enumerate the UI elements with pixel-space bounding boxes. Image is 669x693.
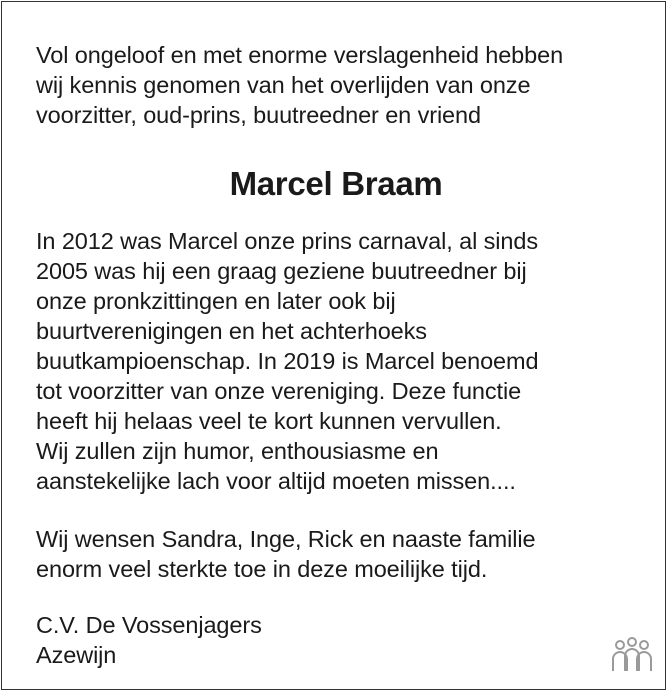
body-text: In 2012 was Marcel onze prins carnaval, al sinds 2005 was hij een graag geziene buutreedner bij onze pronkzittingen en later ook bij buurtverenigingen en het achterhoeks buutkampioenschap. In 2019 is Marcel benoemd tot voorzitter van onze vereniging. Deze functie heeft hij helaas veel te kort kunnen vervullen. Wij zullen zijn humor, enthousiasme en aanstekelijke lach voor altijd moeten missen.... <box>36 228 539 494</box>
intro-text: Vol ongeloof en met enorme verslagenheid hebben wij kennis genomen van het overlijden van onze voorzitter, oud-prins, buutreedner en vriend <box>36 42 564 128</box>
people-group-icon <box>609 637 655 673</box>
wishes-text: Wij wensen Sandra, Inge, Rick en naaste familie enorm veel sterkte toe in deze moeilijke tijd. <box>36 526 536 582</box>
obituary-content <box>36 40 646 670</box>
obituary-card <box>1 1 666 690</box>
deceased-name: Marcel Braam <box>229 165 443 202</box>
signature-text: C.V. De Vossenjagers Azewijn <box>36 612 262 668</box>
